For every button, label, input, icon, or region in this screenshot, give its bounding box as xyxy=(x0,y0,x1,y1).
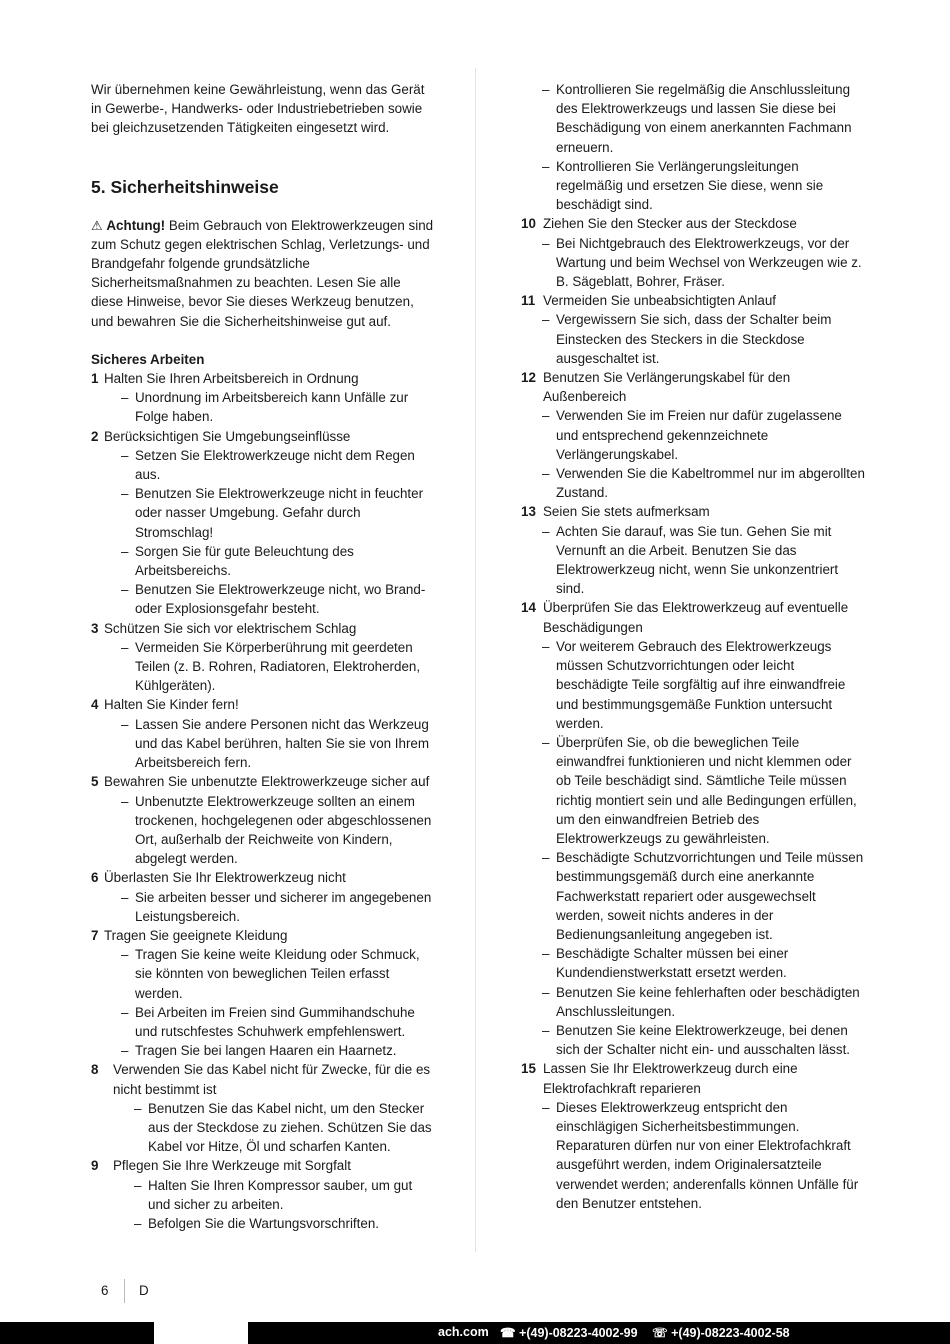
item-heading xyxy=(521,291,866,310)
item-number: 10 xyxy=(521,216,536,232)
sub-item xyxy=(521,80,866,157)
item-heading xyxy=(91,695,436,714)
numbered-item xyxy=(521,1059,866,1213)
dash-bullet: – xyxy=(542,158,550,174)
dash-bullet: – xyxy=(134,1100,142,1116)
column-divider xyxy=(475,68,476,1252)
sub-item-text: Tragen Sie bei langen Haaren ein Haarnetz. xyxy=(135,1043,397,1059)
item-number: 2 xyxy=(91,428,99,444)
item-number: 11 xyxy=(521,293,536,309)
sub-item xyxy=(521,464,866,502)
section-title: 5. Sicherheitshinweise xyxy=(91,176,279,197)
item-number: 3 xyxy=(91,620,99,636)
numbered-item xyxy=(91,427,436,619)
sub-item xyxy=(104,945,436,1003)
fax-number: ☏ +(49)-08223-4002-58 xyxy=(652,1326,790,1340)
sub-item-text: Sie arbeiten besser und sicherer im angegebenen Leistungsbereich. xyxy=(135,889,432,924)
item-heading xyxy=(91,427,436,446)
sub-item-text: Befolgen Sie die Wartungsvorschriften. xyxy=(148,1215,379,1231)
dash-bullet: – xyxy=(542,82,550,97)
right-item-list xyxy=(521,214,866,1213)
item-heading xyxy=(91,369,436,388)
item-title: Bewahren Sie unbenutzte Elektrowerkzeuge sicher auf xyxy=(104,774,430,790)
warning-label: Achtung! xyxy=(106,217,166,233)
sub-item xyxy=(521,406,866,464)
item-number: 6 xyxy=(91,870,99,886)
item-heading xyxy=(521,502,866,521)
sub-item xyxy=(104,484,436,542)
numbered-item xyxy=(91,772,436,868)
language-code: D xyxy=(139,1283,149,1298)
item-title: Ziehen Sie den Stecker aus der Steckdose xyxy=(543,216,797,232)
intro-paragraph: Wir übernehmen keine Gewährleistung, wenn das Gerät in Gewerbe-, Handwerks- oder Industriebetrieben sowie bei gleichzusetzenden Tätigkeiten eingesetzt wird. xyxy=(91,82,425,136)
dash-bullet: – xyxy=(121,1043,129,1059)
sub-item xyxy=(104,542,436,580)
dash-bullet: – xyxy=(542,946,550,962)
dash-bullet: – xyxy=(542,638,550,654)
item-title: Berücksichtigen Sie Umgebungseinflüsse xyxy=(104,428,351,444)
numbered-item xyxy=(521,291,866,368)
sub-item xyxy=(521,733,866,848)
item-title: Überprüfen Sie das Elektrowerkzeug auf eventuelle Beschädigungen xyxy=(543,600,849,635)
sub-item-text: Benutzen Sie das Kabel nicht, um den Stecker aus der Steckdose zu ziehen. Schützen Sie das Kabel vor Hitze, Öl und scharfen Kanten. xyxy=(148,1100,432,1155)
dash-bullet: – xyxy=(542,235,550,251)
left-item-list xyxy=(91,369,436,1233)
sub-item-text: Beschädigte Schalter müssen bei einer Kundendienstwerkstatt ersetzt werden. xyxy=(556,946,789,981)
sub-item xyxy=(113,1214,436,1233)
dash-bullet: – xyxy=(121,390,129,406)
sub-item xyxy=(521,637,866,733)
item-number: 8 xyxy=(91,1062,99,1078)
item-heading xyxy=(91,1060,436,1098)
sub-item-text: Kontrollieren Sie regelmäßig die Anschlussleitung des Elektrowerkzeugs und lassen Sie diese bei Beschädigung von einem anerkannten Fachmann erneuern. xyxy=(556,82,852,155)
sub-item xyxy=(104,1041,436,1060)
warning-text: Beim Gebrauch von Elektrowerkzeugen sind zum Schutz gegen elektrischen Schlag, Verletzungs- und Brandgefahr folgende grundsätzliche Sicherheitsmaßnahmen zu beachten. Lesen Sie alle diese Hinweise, bevor Sie dieses Werkzeug benutzen, und bewahren Sie die Sicherheitshinweise gut auf. xyxy=(91,217,434,329)
sub-item-text: Setzen Sie Elektrowerkzeuge nicht dem Regen aus. xyxy=(135,447,415,483)
sub-item-text: Dieses Elektrowerkzeug entspricht den einschlägigen Sicherheitsbestimmungen. Reparaturen dürfen nur von einer Elektrofachkraft ausgeführt werden, indem Originalersatzteile verwendet werden; anderenfalls können Unfälle für den Benutzer entstehen. xyxy=(556,1099,859,1211)
numbered-item xyxy=(91,926,436,1060)
warning-triangle-icon: ⚠ xyxy=(91,217,103,233)
sub-item-text: Vor weiterem Gebrauch des Elektrowerkzeugs müssen Schutzvorrichtungen oder leicht beschädigte Teile sorgfältig auf ihre einwandfreie und bestimmungsgemäße Funktion untersucht werden. xyxy=(556,638,846,731)
sub-item-text: Verwenden Sie im Freien nur dafür zugelassene und entsprechend gekennzeichnete Verlängerungskabel. xyxy=(556,408,842,462)
item-heading xyxy=(91,772,436,791)
item-heading xyxy=(521,1059,866,1097)
sub-item xyxy=(521,310,866,368)
sub-item xyxy=(104,388,436,426)
dash-bullet: – xyxy=(121,447,129,463)
sub-item xyxy=(521,1098,866,1213)
item-title: Verwenden Sie das Kabel nicht für Zwecke, für die es nicht bestimmt ist xyxy=(113,1062,431,1097)
sub-item-text: Überprüfen Sie, ob die beweglichen Teile einwandfrei funktionieren und nicht klemmen oder ob Teile beschädigt sind. Sämtliche Teile müssen richtig montiert sein und alle Bedingungen erfüllen, um den einwandfreien Betrieb des Elektrowerkzeugs zu gewährleisten. xyxy=(556,734,857,846)
item-number: 7 xyxy=(91,927,99,943)
dash-bullet: – xyxy=(542,408,550,424)
item-number: 14 xyxy=(521,600,536,616)
item-title: Lassen Sie Ihr Elektrowerkzeug durch eine Elektrofachkraft reparieren xyxy=(543,1061,798,1096)
item-heading xyxy=(91,619,436,638)
item-heading xyxy=(521,214,866,233)
sub-item xyxy=(104,446,436,484)
sub-item-text: Unbenutzte Elektrowerkzeuge sollten an einem trockenen, hochgelegenen oder abgeschlossenen Ort, außerhalb der Reichweite von Kindern, abgelegt werden. xyxy=(135,793,432,867)
item-title: Überlasten Sie Ihr Elektrowerkzeug nicht xyxy=(104,870,346,886)
continued-subitems xyxy=(521,80,866,214)
sub-item xyxy=(104,1003,436,1041)
dash-bullet: – xyxy=(121,716,129,732)
sub-item xyxy=(104,792,436,869)
item-heading xyxy=(521,598,866,636)
sub-item-text: Achten Sie darauf, was Sie tun. Gehen Sie mit Vernunft an die Arbeit. Benutzen Sie das Elektrowerkzeug nicht, wenn Sie unkonzentriert sind. xyxy=(556,523,839,597)
warning-paragraph xyxy=(91,216,436,331)
sub-item xyxy=(104,580,436,618)
sub-item xyxy=(113,1099,436,1157)
item-title: Benutzen Sie Verlängerungskabel für den Außenbereich xyxy=(543,370,791,405)
dash-bullet: – xyxy=(121,582,129,598)
sub-item xyxy=(521,157,866,215)
sub-item xyxy=(104,638,436,696)
footer-bar-left xyxy=(0,1322,154,1344)
sub-item-text: Benutzen Sie Elektrowerkzeuge nicht, wo Brand- oder Explosionsgefahr besteht. xyxy=(135,582,426,617)
item-number: 13 xyxy=(521,504,536,520)
dash-bullet: – xyxy=(121,486,129,502)
numbered-item xyxy=(521,502,866,598)
sub-item-text: Bei Nichtgebrauch des Elektrowerkzeugs, vor der Wartung und beim Wechsel von Werkzeugen wie z. B. Sägeblatt, Bohrer, Fräser. xyxy=(556,235,862,290)
item-title: Seien Sie stets aufmerksam xyxy=(543,504,710,520)
item-title: Halten Sie Kinder fern! xyxy=(104,697,239,713)
item-title: Schützen Sie sich vor elektrischem Schlag xyxy=(104,620,357,636)
sub-item-text: Benutzen Sie Elektrowerkzeuge nicht in feuchter oder nasser Umgebung. Gefahr durch Stromschlag! xyxy=(135,486,424,540)
dash-bullet: – xyxy=(542,984,550,1000)
sub-item-text: Benutzen Sie keine fehlerhaften oder beschädigten Anschlussleitungen. xyxy=(556,984,860,1019)
sub-item xyxy=(521,848,866,944)
sub-item xyxy=(521,522,866,599)
item-number: 9 xyxy=(91,1158,99,1174)
item-number: 12 xyxy=(521,370,536,386)
sub-item-text: Halten Sie Ihren Kompressor sauber, um gut und sicher zu arbeiten. xyxy=(148,1177,413,1212)
item-heading xyxy=(91,926,436,945)
item-number: 4 xyxy=(91,697,99,713)
item-number: 5 xyxy=(91,774,99,790)
sub-item xyxy=(104,888,436,926)
sub-item-text: Tragen Sie keine weite Kleidung oder Schmuck, sie könnten von beweglichen Teilen erfasst werden. xyxy=(135,947,420,1001)
item-number: 1 xyxy=(91,371,99,387)
item-heading xyxy=(91,868,436,887)
numbered-item xyxy=(91,369,436,427)
numbered-item xyxy=(521,214,866,291)
dash-bullet: – xyxy=(542,312,550,328)
sub-item xyxy=(521,944,866,982)
item-title: Pflegen Sie Ihre Werkzeuge mit Sorgfalt xyxy=(113,1158,351,1174)
dash-bullet: – xyxy=(542,850,550,866)
sub-item-text: Kontrollieren Sie Verlängerungsleitungen regelmäßig und ersetzen Sie diese, wenn sie beschädigt sind. xyxy=(556,158,824,213)
sub-item xyxy=(521,234,866,292)
dash-bullet: – xyxy=(121,793,129,809)
dash-bullet: – xyxy=(542,523,550,539)
left-column xyxy=(91,80,436,1233)
sub-item-text: Bei Arbeiten im Freien sind Gummihandschuhe und rutschfestes Schuhwerk empfehlenswert. xyxy=(135,1004,415,1039)
sub-item-text: Verwenden Sie die Kabeltrommel nur im abgerollten Zustand. xyxy=(556,466,865,501)
sub-item xyxy=(104,715,436,773)
dash-bullet: – xyxy=(121,639,129,655)
item-title: Halten Sie Ihren Arbeitsbereich in Ordnung xyxy=(104,371,359,387)
dash-bullet: – xyxy=(134,1215,142,1231)
numbered-item xyxy=(91,619,436,696)
numbered-item xyxy=(91,1156,436,1233)
dash-bullet: – xyxy=(134,1177,142,1193)
subheading: Sicheres Arbeiten xyxy=(91,351,205,367)
dash-bullet: – xyxy=(121,1004,129,1020)
numbered-item xyxy=(91,695,436,772)
footer-separator xyxy=(124,1279,125,1303)
sub-item-text: Unordnung im Arbeitsbereich kann Unfälle zur Folge haben. xyxy=(135,390,409,425)
sub-item xyxy=(113,1176,436,1214)
sub-item xyxy=(521,1021,866,1059)
sub-item-text: Beschädigte Schutzvorrichtungen und Teile müssen bestimmungsgemäß durch eine anerkannte Fachwerkstatt repariert oder ausgewechselt werden, soweit nichts anderes in der Bedienungsanleitung angegeben ist. xyxy=(556,850,864,942)
item-title: Vermeiden Sie unbeabsichtigten Anlauf xyxy=(543,293,777,309)
item-title: Tragen Sie geeignete Kleidung xyxy=(104,927,288,943)
right-column xyxy=(521,80,866,1213)
sub-item-text: Benutzen Sie keine Elektrowerkzeuge, bei denen sich der Schalter nicht ein- und ausschalten lässt. xyxy=(556,1022,851,1058)
item-heading xyxy=(521,368,866,406)
numbered-item xyxy=(91,868,436,926)
dash-bullet: – xyxy=(542,466,550,482)
numbered-item xyxy=(521,598,866,1059)
sub-item-text: Lassen Sie andere Personen nicht das Werkzeug und das Kabel berühren, halten Sie sie von Ihrem Arbeitsbereich fern. xyxy=(135,716,430,771)
dash-bullet: – xyxy=(121,947,129,963)
numbered-item xyxy=(521,368,866,502)
sub-item xyxy=(521,983,866,1021)
item-heading xyxy=(91,1156,436,1175)
sub-item-text: Sorgen Sie für gute Beleuchtung des Arbeitsbereichs. xyxy=(135,543,354,579)
sub-item-text: Vergewissern Sie sich, dass der Schalter beim Einstecken des Steckers in die Steckdose ausgeschaltet ist. xyxy=(556,312,832,366)
dash-bullet: – xyxy=(121,543,129,559)
dash-bullet: – xyxy=(542,1022,550,1038)
phone-number: ☎ +(49)-08223-4002-99 xyxy=(500,1326,638,1340)
dash-bullet: – xyxy=(121,889,129,905)
dash-bullet: – xyxy=(542,1099,550,1115)
sub-item-text: Vermeiden Sie Körperberührung mit geerdeten Teilen (z. B. Rohren, Radiatoren, Elektroherden, Kühlgeräten). xyxy=(135,639,421,694)
footer-contact-bar xyxy=(248,1322,950,1344)
dash-bullet: – xyxy=(542,734,550,750)
page-number: 6 xyxy=(101,1283,109,1298)
numbered-item xyxy=(91,1060,436,1156)
website-fragment: ach.com xyxy=(438,1325,489,1339)
item-number: 15 xyxy=(521,1061,536,1077)
